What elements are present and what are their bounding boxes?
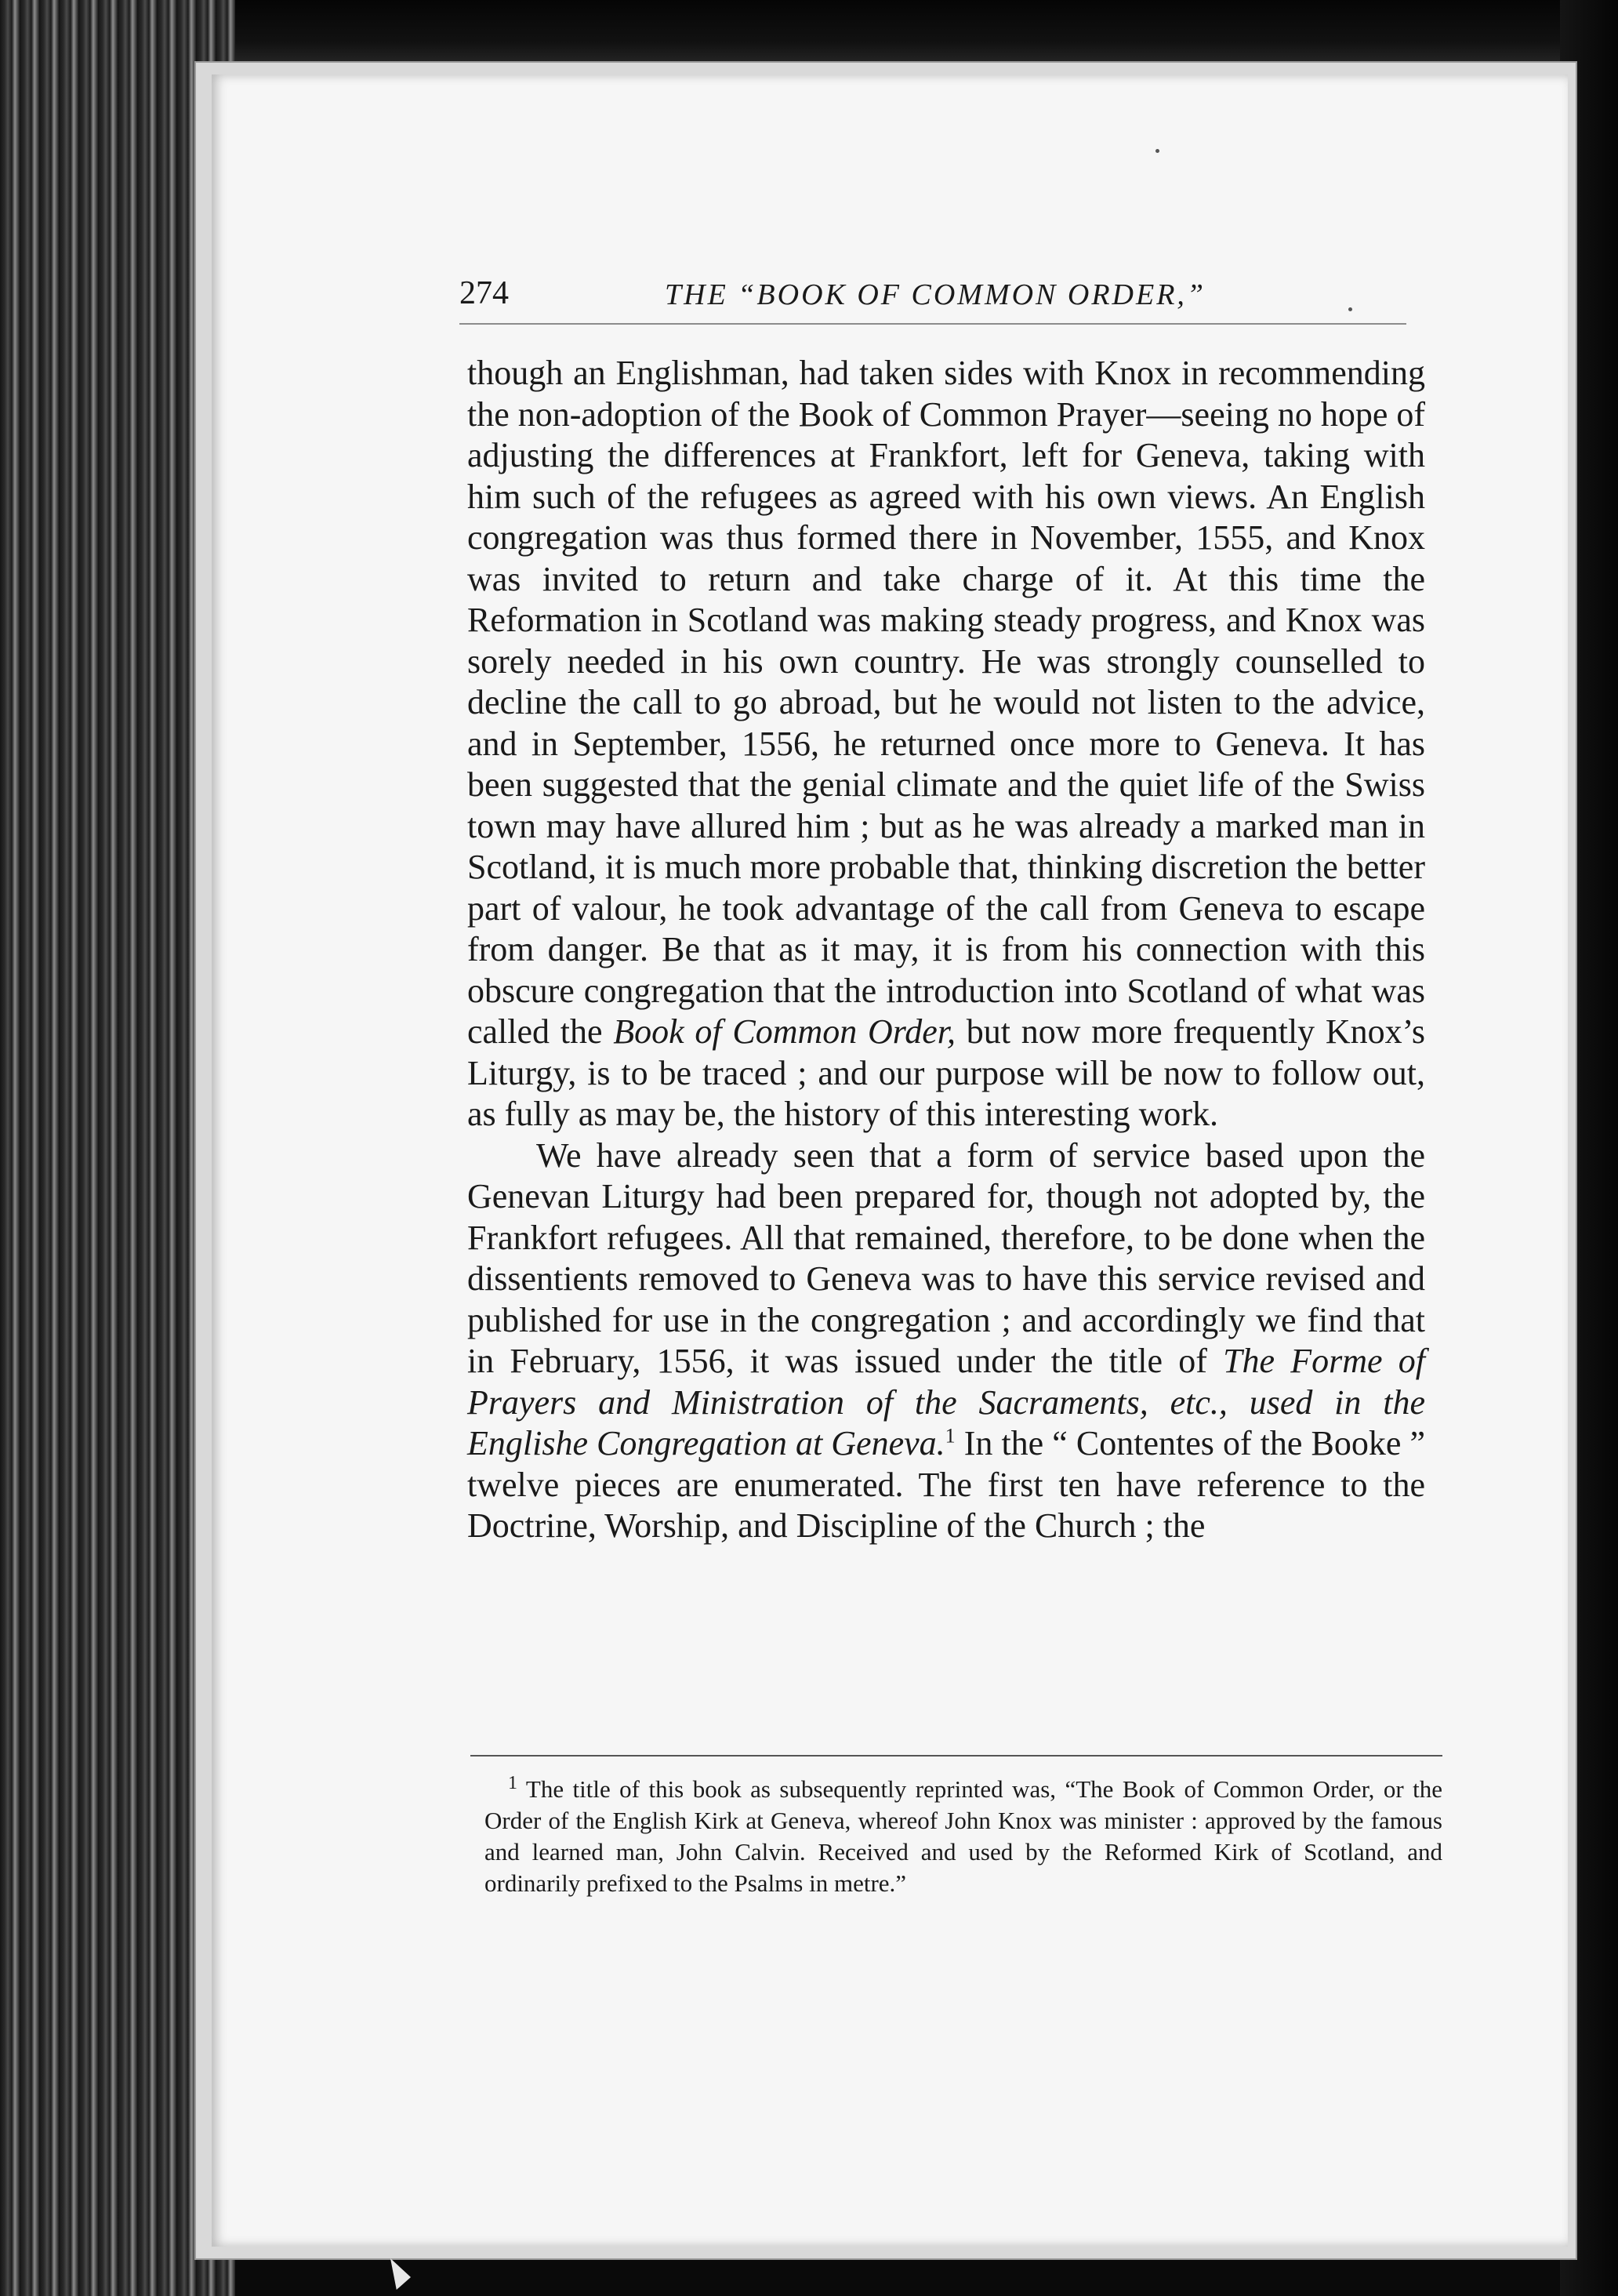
footnote-reference: 1: [945, 1424, 956, 1448]
running-head: THE “BOOK OF COMMON ORDER,”: [665, 278, 1206, 311]
footnote-rule: [470, 1755, 1442, 1757]
paragraph-1-end: but now more frequently Knox’s Liturgy, is to be traced ; and our purpose will be now to follow out, as fully as may be, the history of this interesting work.: [467, 1012, 1426, 1133]
scan-artifact: [390, 2258, 411, 2290]
paragraph-1: [467, 353, 1425, 1135]
book-top-edge: [31, 0, 1591, 71]
footnote-text: The title of this book as subsequently reprinted was, “The Book of Common Order, or the Order of the English Kirk at Geneva, whereof John Knox was minister : approved by the famous and learned man, John Calvin. Received and used by the Reformed Kirk of Scotland, and ordinarily prefixed to the Psalms in metre.”: [484, 1775, 1442, 1897]
page-number: 274: [459, 275, 509, 311]
footnote: [484, 1774, 1442, 1899]
paragraph-2: [467, 1135, 1425, 1547]
paragraph-2-text: We have already seen that a form of service based upon the Genevan Liturgy had been prepared for, though not adopted by, the Frankfort refugees. All that remained, therefore, to be done when the dissentients removed to Geneva was to have this service revised and published for use in the congregation ; and accordingly we find that in February, 1556, it was issued under the title of: [467, 1135, 1425, 1380]
paragraph-2-end: In the “ Contentes of the Booke ” twelve pieces are enumerated. The first ten have reference to the Doctrine, Worship, and Discipline of the Church ; the: [467, 1424, 1426, 1545]
body-text: [467, 353, 1425, 1547]
forme-title-italic: The Forme of Prayers and Ministration of the Sacraments, etc., used in the Englishe Congregation at Geneva.: [467, 1342, 1426, 1462]
page-header: [459, 274, 1408, 322]
book-title-italic: Book of Common Order,: [613, 1012, 956, 1051]
footnote-marker: 1: [508, 1772, 517, 1793]
paragraph-1-text: though an Englishman, had taken sides with Knox in recommending the non-adoption of the Book of Common Prayer—seeing no hope of adjusting the differences at Frankfort, left for Geneva, taking with him such of the refugees as agreed with his own views. An English congregation was thus formed there in November, 1555, and Knox was invited to return and take charge of it. At this time the Reformation in Scotland was making steady progress, and Knox was sorely needed in his own country. He was strongly counselled to decline the call to go abroad, but he would not listen to the advice, and in September, 1556, he returned once more to Geneva. It has been suggested that the genial climate and the quiet life of the Swiss town may have allured him ; but as he was already a marked man in Scotland, it is much more probable that, thinking discretion the better part of valour, he took advantage of the call from Geneva to escape from danger. Be that as it may, it is from his connection with this obscure congregation that the introduction into Scotland of what was called the: [467, 354, 1426, 1051]
header-rule: [459, 323, 1406, 325]
speck: [1155, 149, 1159, 153]
